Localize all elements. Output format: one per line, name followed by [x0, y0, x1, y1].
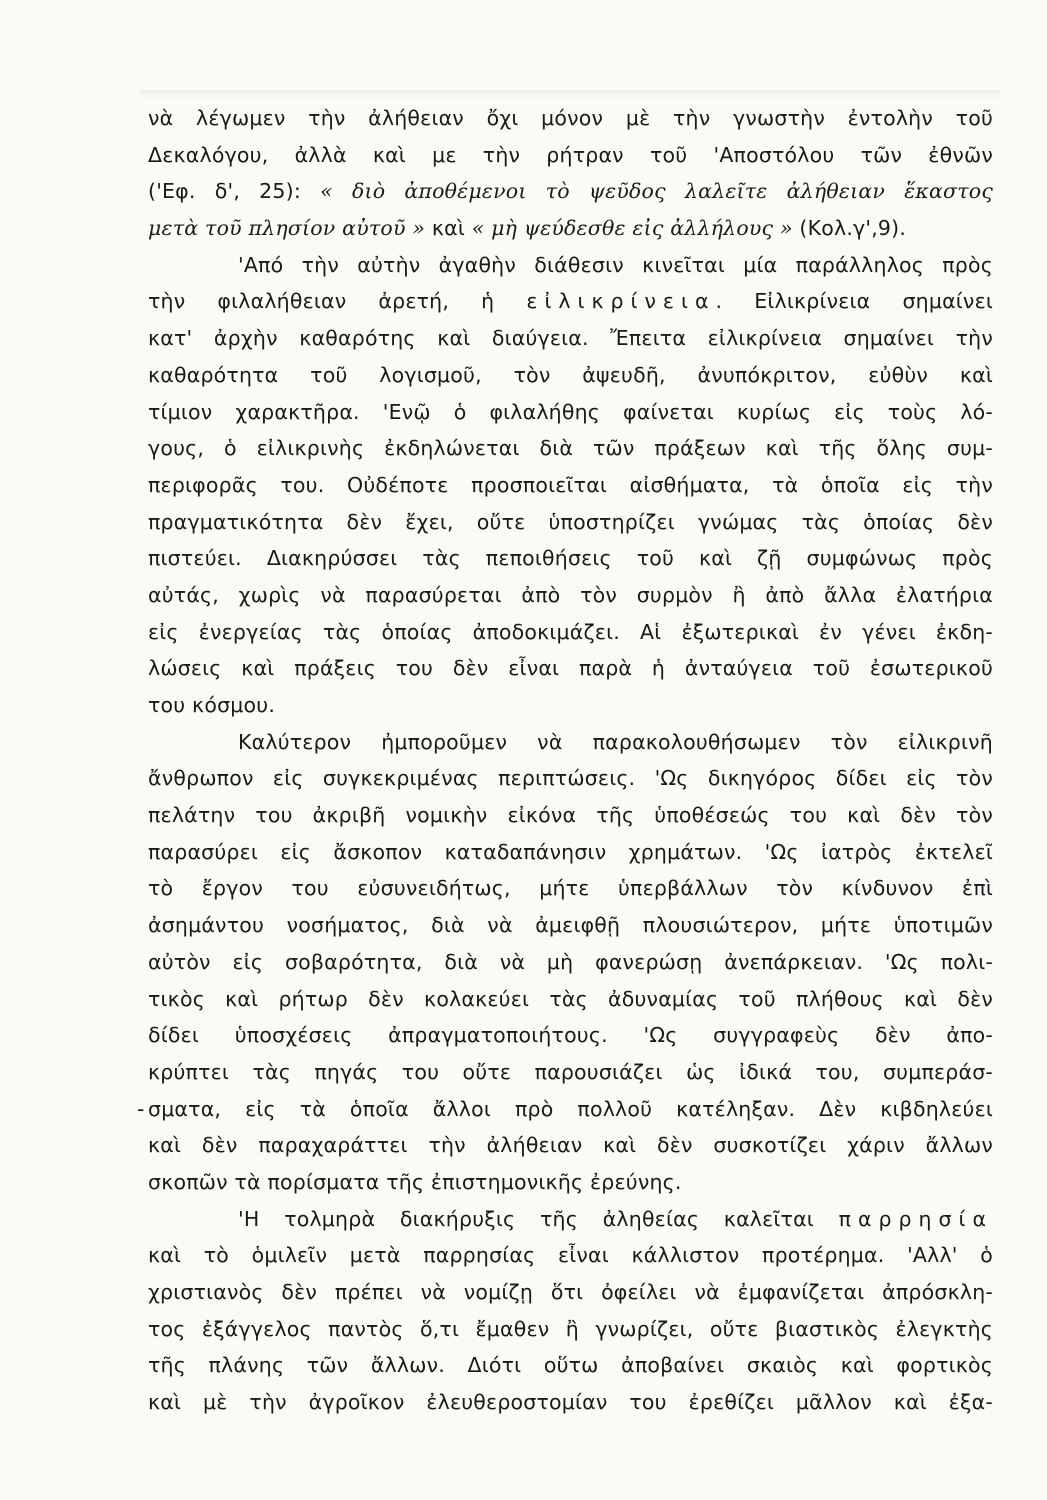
spaced-emphasis: παρρησία	[838, 1206, 993, 1231]
page-body-text	[137, 100, 994, 1421]
text-line: περιφορᾶς του. Οὐδέποτε προσποιεῖται αἰσθήματα, τὰ ὁποῖα εἰς τὴν	[148, 472, 993, 497]
text-line: αὐτάς, χωρὶς νὰ παρασύρεται ἀπὸ τὸν συρμὸν ἢ ἀπὸ ἄλλα ἐλατήρια	[148, 582, 993, 607]
text-line: Καλύτερον ἠμποροῦμεν νὰ παρακολουθήσωμεν τὸν εἰλικρινῆ	[238, 729, 993, 754]
spaced-emphasis: εἰλικρίνεια	[526, 289, 716, 314]
text-line: καὶ δὲν παραχαράττει τὴν ἀλήθειαν καὶ δὲν συσκοτίζει χάριν ἄλλων	[148, 1133, 993, 1158]
text-line: κρύπτει τὰς πηγάς του οὔτε παρουσιάζει ὡς ἰδικά του, συμπεράσ-	[148, 1059, 993, 1084]
italic-quote: μετὰ τοῦ πλησίον αὐτοῦ »	[148, 216, 426, 241]
text-run: . Εἰλικρίνεια σημαίνει	[715, 289, 993, 314]
italic-quote: « μὴ ψεύδεσθε εἰς ἀλλήλους »	[471, 216, 793, 241]
text-run: καὶ	[425, 216, 472, 241]
text-line: ἄνθρωπον εἰς συγκεκριμένας περιπτώσεις. 'Ως δικηγόρος δίδει εἰς τὸν	[148, 766, 993, 791]
text-line	[148, 173, 993, 210]
text-line: καθαρότητα τοῦ λογισμοῦ, τὸν ἀψευδῆ, ἀνυπόκριτον, εὐθὺν καὶ	[148, 362, 993, 387]
text-line: τικὸς καὶ ρήτωρ δὲν κολακεύει τὰς ἀδυναμίας τοῦ πλήθους καὶ δὲν	[148, 986, 993, 1011]
text-line: αὐτὸν εἰς σοβαρότητα, διὰ νὰ μὴ φανερώσῃ ἀνεπάρκειαν. 'Ως πολι-	[148, 949, 993, 974]
text-line: νὰ λέγωμεν τὴν ἀλήθειαν ὄχι μόνον μὲ τὴν γνωστὴν ἐντολὴν τοῦ	[148, 106, 993, 130]
text-line: καὶ μὲ τὴν ἀγροῖκον ἐλευθεροστομίαν του ἐρεθίζει μᾶλλον καὶ ἐξα-	[148, 1390, 993, 1415]
text-line: σκοπῶν τὰ πορίσματα τῆς ἐπιστημονικῆς ἐρεύνης.	[148, 1169, 682, 1194]
text-line: καὶ τὸ ὁμιλεῖν μετὰ παρρησίας εἶναι κάλλιστον προτέρημα. 'Αλλ' ὁ	[148, 1243, 993, 1268]
text-line	[137, 1091, 993, 1128]
text-line: τος ἐξάγγελος παντὸς ὅ,τι ἔμαθεν ἢ γνωρίζει, οὔτε βιαστικὸς ἐλεγκτὴς	[148, 1316, 993, 1341]
text-line: τὸ ἔργον του εὐσυνειδήτως, μήτε ὑπερβάλλων τὸν κίνδυνον ἐπὶ	[148, 876, 993, 901]
italic-quote: « διὸ ἀποθέμενοι τὸ ψεῦδος λαλεῖτε ἀλήθειαν ἕκαστος	[320, 179, 994, 204]
text-line: κατ' ἀρχὴν καθαρότης καὶ διαύγεια. Ἔπειτα εἰλικρίνεια σημαίνει τὴν	[148, 326, 993, 351]
text-line: ἀσημάντου νοσήματος, διὰ νὰ ἀμειφθῇ πλουσιώτερον, μήτε ὑποτιμῶν	[148, 913, 993, 938]
text-line	[148, 210, 993, 247]
text-run: 'Η τολμηρὰ διακήρυξις τῆς ἀληθείας καλεῖται	[238, 1206, 839, 1231]
text-line: παρασύρει εἰς ἄσκοπον καταδαπάνησιν χρημάτων. 'Ως ἰατρὸς ἐκτελεῖ	[148, 839, 993, 864]
text-line: λώσεις καὶ πράξεις του δὲν εἶναι παρὰ ἡ ἀνταύγεια τοῦ ἐσωτερικοῦ	[148, 656, 993, 681]
text-line	[148, 1201, 993, 1238]
text-line: εἰς ἐνεργείας τὰς ὁποίας ἀποδοκιμάζει. Αἱ ἐξωτερικαὶ ἐν γένει ἐκδη-	[148, 619, 993, 644]
text-line: τίμιον χαρακτῆρα. 'Ενῷ ὁ φιλαλήθης φαίνεται κυρίως εἰς τοὺς λό-	[148, 399, 993, 424]
text-line: του κόσμου.	[148, 693, 276, 717]
text-line: Δεκαλόγου, ἀλλὰ καὶ με τὴν ρήτραν τοῦ 'Αποστόλου τῶν ἐθνῶν	[148, 142, 993, 167]
text-run: σματα, εἰς τὰ ὁποῖα ἄλλοι πρὸ πολλοῦ κατέληξαν. Δὲν κιβδηλεύει	[148, 1096, 993, 1121]
text-line: πελάτην του ἀκριβῆ νομικὴν εἰκόνα τῆς ὑποθέσεώς του καὶ δὲν τὸν	[148, 803, 993, 828]
text-line: πραγματικότητα δὲν ἔχει, οὔτε ὑποστηρίζει γνώμας τὰς ὁποίας δὲν	[148, 509, 993, 534]
text-line: πιστεύει. Διακηρύσσει τὰς πεποιθήσεις τοῦ καὶ ζῇ συμφώνως πρὸς	[148, 546, 993, 571]
text-line: τῆς πλάνης τῶν ἄλλων. Διότι οὕτω ἀποβαίνει σκαιὸς καὶ φορτικὸς	[148, 1353, 993, 1378]
text-line	[148, 283, 993, 320]
text-line: χριστιανὸς δὲν πρέπει νὰ νομίζῃ ὅτι ὀφείλει νὰ ἐμφανίζεται ἀπρόσκλη-	[148, 1280, 993, 1304]
stray-hyphen-mark: -	[137, 1096, 145, 1121]
text-line: δίδει ὑποσχέσεις ἀπραγματοποιήτους. 'Ως συγγραφεὺς δὲν ἀπο-	[148, 1023, 993, 1048]
text-line: 'Από τὴν αὐτὴν ἀγαθὴν διάθεσιν κινεῖται μία παράλληλος πρὸς	[238, 252, 993, 277]
text-run: ('Εφ. δ', 25):	[148, 179, 321, 204]
text-run: τὴν φιλαλήθειαν ἀρετή, ἡ	[148, 289, 527, 314]
text-run: (Κολ.γ',9).	[792, 216, 907, 241]
bleed-through-shadow	[140, 90, 1000, 100]
text-line: γους, ὁ εἰλικρινὴς ἐκδηλώνεται διὰ τῶν πράξεων καὶ τῆς ὅλης συμ-	[148, 436, 993, 461]
